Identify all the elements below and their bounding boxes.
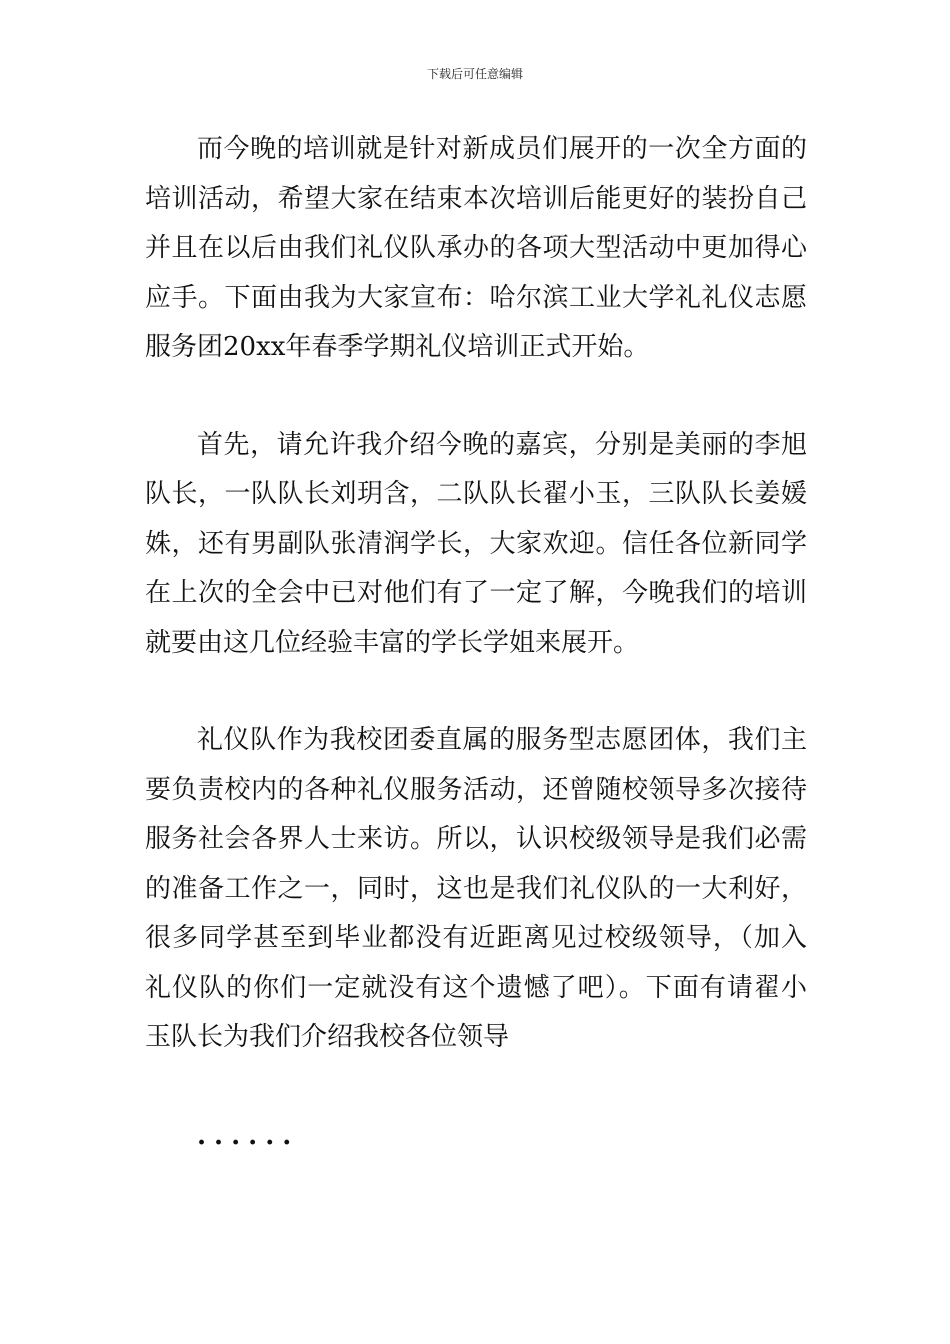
paragraph-1: 而今晚的培训就是针对新成员们展开的一次全方面的培训活动，希望大家在结束本次培训后能更好的装扮自己并且在以后由我们礼仪队承办的各项大型活动中更加得心应手。下面由我为大家宣布：哈尔滨工业大学礼礼仪志愿服务团20xx年春季学期礼仪培训正式开始。: [145, 134, 807, 362]
header-note: 下载后可任意编辑: [426, 67, 523, 81]
paragraph-3: 礼仪队作为我校团委直属的服务型志愿团体，我们主要负责校内的各种礼仪服务活动，还曾随校领导多次接待服务社会各界人士来访。所以，认识校级领导是我们必需的准备工作之一，同时，这也是我们礼仪队的一大利好，很多同学甚至到毕业都没有近距离见过校级领导，（加入礼仪队的你们一定就没有这个遗憾了吧）。下面有请翟小玉队长为我们介绍我校各位领导: [145, 725, 807, 1052]
paragraph-2: 首先，请允许我介绍今晚的嘉宾，分别是美丽的李旭队长，一队队长刘玥含，二队队长翟小玉，三队队长姜媛姝，还有男副队张清润学长，大家欢迎。信任各位新同学在上次的全会中已对他们有了一定了解，今晚我们的培训就要由这几位经验丰富的学长学姐来展开。: [145, 429, 807, 658]
document-body: [145, 125, 807, 1063]
ellipsis: ······: [197, 1128, 300, 1158]
